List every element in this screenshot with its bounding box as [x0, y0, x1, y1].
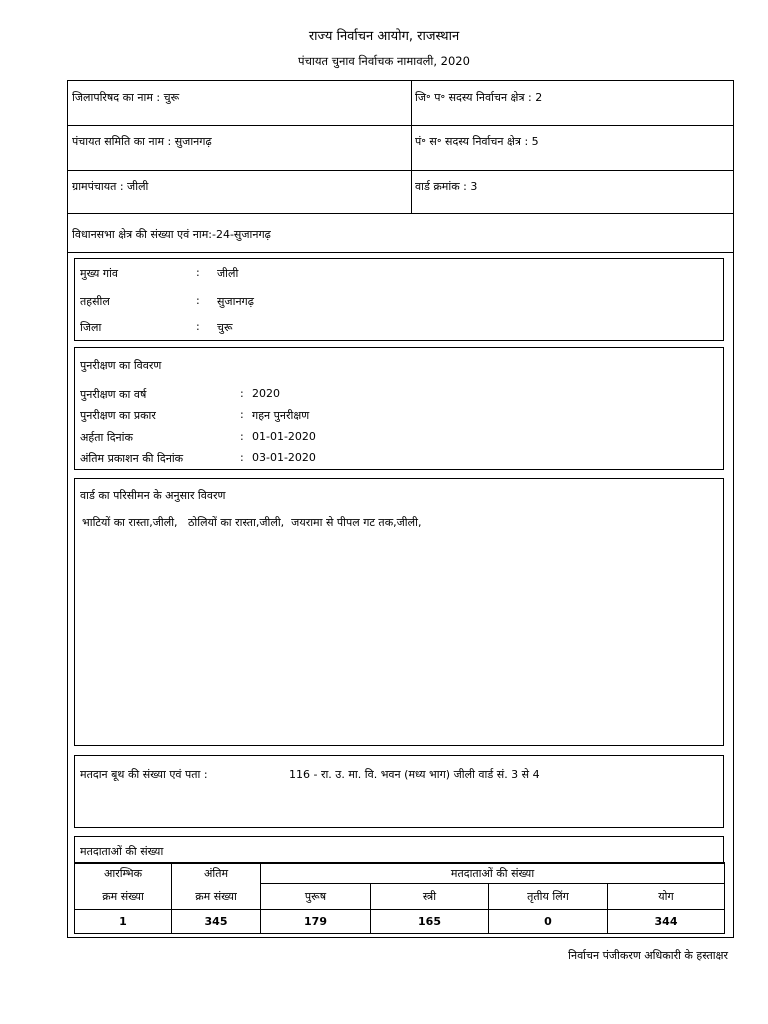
separator: :: [196, 266, 200, 279]
zila-parishad-name: जिलापरिषद का नाम : चुरू: [72, 91, 180, 104]
qualifying-date-label: अर्हता दिनांक: [80, 431, 133, 444]
separator: :: [196, 320, 200, 333]
voter-count-table: [74, 862, 725, 934]
district-label: जिला: [80, 321, 102, 334]
third-gender-header: तृतीय लिंग: [489, 884, 608, 909]
revision-type-value: गहन पुनरीक्षण: [252, 409, 310, 422]
boundary-description: भाटियों का रास्ता,जीली, ठोलियों का रास्ता,जीली, जयरामा से पीपल गट तक,जीली,: [82, 516, 422, 529]
assembly-constituency: विधानसभा क्षेत्र की संख्या एवं नाम:-24-सुजानगढ़: [72, 228, 271, 241]
main-village-label: मुख्य गांव: [80, 267, 119, 280]
separator: :: [240, 408, 244, 421]
voters-heading: मतदाताओं की संख्या: [80, 845, 164, 858]
ps-constituency: पं॰ स॰ सदस्य निर्वाचन क्षेत्र : 5: [415, 135, 539, 148]
revision-year-value: 2020: [252, 387, 280, 400]
divider: [67, 170, 734, 171]
end-serial-header-2: क्रम संख्या: [172, 884, 261, 909]
booth-label: मतदान बूथ की संख्या एवं पता :: [80, 768, 208, 781]
panchayat-samiti-name: पंचायत समिति का नाम : सुजानगढ़: [72, 135, 212, 148]
start-serial-value: 1: [75, 909, 172, 933]
ward-number: वार्ड क्रमांक : 3: [415, 180, 478, 193]
end-serial-header-1: अंतिम: [172, 863, 261, 884]
male-count: 179: [261, 909, 371, 933]
separator: :: [240, 430, 244, 443]
start-serial-header-1: आरम्भिक: [75, 863, 172, 884]
qualifying-date-value: 01-01-2020: [252, 430, 316, 443]
zp-constituency: जि॰ प॰ सदस्य निर्वाचन क्षेत्र : 2: [415, 91, 543, 104]
publication-date-label: अंतिम प्रकाशन की दिनांक: [80, 452, 184, 465]
divider: [67, 252, 734, 253]
boundary-heading: वार्ड का परिसीमन के अनुसार विवरण: [80, 489, 226, 502]
end-serial-value: 345: [172, 909, 261, 933]
table-row: [75, 909, 725, 933]
male-header: पुरूष: [261, 884, 371, 909]
publication-date-value: 03-01-2020: [252, 451, 316, 464]
separator: :: [240, 451, 244, 464]
revision-type-label: पुनरीक्षण का प्रकार: [80, 409, 156, 422]
divider: [67, 213, 734, 214]
third-gender-count: 0: [489, 909, 608, 933]
gram-panchayat-name: ग्रामपंचायत : जीली: [72, 180, 149, 193]
female-header: स्त्री: [371, 884, 489, 909]
total-header: योग: [608, 884, 725, 909]
total-count: 344: [608, 909, 725, 933]
female-count: 165: [371, 909, 489, 933]
start-serial-header-2: क्रम संख्या: [75, 884, 172, 909]
revision-heading: पुनरीक्षण का विवरण: [80, 359, 162, 372]
tehsil-label: तहसील: [80, 295, 110, 308]
divider: [411, 80, 412, 213]
district-value: चुरू: [217, 321, 233, 334]
voters-box: [74, 836, 724, 864]
voter-count-group-header: मतदाताओं की संख्या: [261, 863, 725, 884]
tehsil-value: सुजानगढ़: [217, 295, 254, 308]
separator: :: [240, 387, 244, 400]
separator: :: [196, 294, 200, 307]
location-box: [74, 258, 724, 341]
divider: [67, 125, 734, 126]
booth-box: [74, 755, 724, 828]
registration-officer-signature: निर्वाचन पंजीकरण अधिकारी के हस्ताक्षर: [568, 949, 728, 962]
booth-address: 116 - रा. उ. मा. वि. भवन (मध्य भाग) जीली वार्ड सं. 3 से 4: [289, 768, 540, 781]
page-subtitle: पंचायत चुनाव निर्वाचक नामावली, 2020: [298, 54, 470, 68]
page-title: राज्य निर्वाचन आयोग, राजस्थान: [308, 29, 460, 44]
main-village-value: जीली: [217, 267, 239, 280]
revision-year-label: पुनरीक्षण का वर्ष: [80, 388, 147, 401]
